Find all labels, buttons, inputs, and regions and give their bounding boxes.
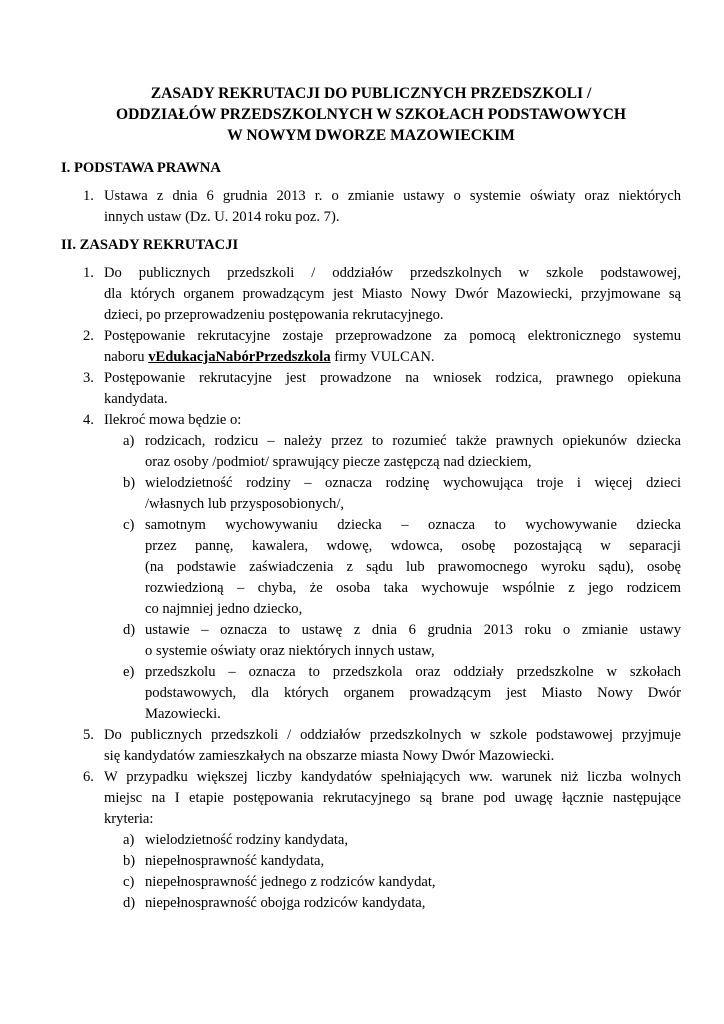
list-item: [61, 263, 681, 326]
section-heading-recruitment-rules: II. ZASADY REKRUTACJI: [61, 237, 239, 253]
criteria-sublist: [104, 830, 681, 914]
sub-item-letter: e): [123, 664, 135, 680]
sub-list-item: [61, 431, 681, 473]
item-number: 3.: [83, 370, 94, 386]
recruitment-rules-list: [61, 263, 681, 914]
sub-list-item: [61, 851, 681, 872]
sub-item-text: o systemie oświaty oraz niektórych innych ustaw,: [145, 643, 435, 659]
item-text: Ustawa z dnia 6 grudnia 2013 r. o zmianie ustawy o systemie oświaty oraz niektórych: [104, 188, 681, 204]
list-item: [61, 368, 681, 410]
sub-item-text: niepełnosprawność obojga rodziców kandydata,: [145, 895, 426, 911]
sub-list-item: [61, 515, 681, 620]
sub-item-letter: b): [123, 853, 136, 869]
item-text: kandydata.: [104, 391, 168, 407]
item-text: W przypadku większej liczby kandydatów spełniających ww. warunek niż liczba wolnych: [104, 769, 681, 785]
list-item: [61, 326, 681, 368]
item-number: 4.: [83, 412, 94, 428]
sub-item-letter: b): [123, 475, 136, 491]
document-page: [61, 83, 681, 914]
sub-item-text: /własnych lub przysposobionych/,: [145, 496, 345, 512]
document-title: [61, 83, 681, 146]
sub-item-text: wielodzietność rodziny kandydata,: [145, 832, 349, 848]
sub-list-item: [61, 662, 681, 725]
sub-item-letter: c): [123, 874, 135, 890]
item-number: 6.: [83, 769, 94, 785]
sub-item-text: przez pannę, kawalera, wdowę, wdowca, osobę pozostającą w separacji: [145, 538, 681, 554]
title-line: ODDZIAŁÓW PRZEDSZKOLNYCH W SZKOŁACH PODSTAWOWYCH: [115, 106, 627, 123]
title-line: ZASADY REKRUTACJI DO PUBLICZNYCH PRZEDSZKOLI /: [150, 85, 592, 102]
item-text: Do publicznych przedszkoli / oddziałów przedszkolnych w szkole podstawowej przyjmuje: [104, 727, 681, 743]
sub-item-text: wielodzietność rodziny – oznacza rodzinę wychowująca troje i więcej dzieci: [145, 475, 681, 491]
sub-item-letter: a): [123, 832, 135, 848]
sub-item-text: oraz osoby /podmiot/ sprawujący piecze zastępczą nad dzieckiem,: [145, 454, 532, 470]
sub-item-text: przedszkolu – oznacza to przedszkola oraz oddziały przedszkolne w szkołach: [145, 664, 681, 680]
list-item: [61, 410, 681, 725]
sub-item-text: ustawie – oznacza to ustawę z dnia 6 grudnia 2013 roku o zmianie ustawy: [145, 622, 681, 638]
sub-item-text: co najmniej jedno dziecko,: [145, 601, 303, 617]
sub-item-text: podstawowych, dla których organem prowadzącym jest Miasto Nowy Dwór: [145, 685, 681, 701]
sub-item-text: rozwiedzioną – chyba, że osoba taka wychowuje wspólnie z jego rodzicem: [145, 580, 681, 596]
sub-list-item: [61, 473, 681, 515]
sub-item-text: samotnym wychowywaniu dziecka – oznacza to wychowywanie dziecka: [145, 517, 681, 533]
item-number: 5.: [83, 727, 94, 743]
list-item: [61, 767, 681, 914]
sub-item-letter: c): [123, 517, 135, 533]
sub-list-item: [61, 893, 681, 914]
item-text: innych ustaw (Dz. U. 2014 roku poz. 7).: [104, 209, 340, 225]
list-item: [61, 186, 681, 228]
sub-list-item: [61, 872, 681, 893]
item-text: dla których organem prowadzącym jest Miasto Nowy Dwór Mazowiecki, przyjmowane są: [104, 286, 681, 302]
legal-basis-list: [61, 186, 681, 228]
item-text-pre: naboru: [104, 349, 149, 365]
sub-item-letter: a): [123, 433, 135, 449]
definitions-sublist: [104, 431, 681, 725]
sub-list-item: [61, 830, 681, 851]
item-text: Ilekroć mowa będzie o:: [104, 412, 242, 428]
item-text: dzieci, po przeprowadzeniu postępowania rekrutacyjnego.: [104, 307, 444, 323]
list-item: [61, 725, 681, 767]
item-number: 2.: [83, 328, 94, 344]
vulcan-system-link[interactable]: vEdukacjaNabórPrzedszkola: [148, 349, 331, 365]
item-number: 1.: [83, 265, 94, 281]
item-number: 1.: [83, 188, 94, 204]
sub-item-text: Mazowiecki.: [145, 706, 221, 722]
item-text: kryteria:: [104, 811, 154, 827]
sub-item-text: niepełnosprawność kandydata,: [145, 853, 325, 869]
item-text: Postępowanie rekrutacyjne zostaje przeprowadzone za pomocą elektronicznego systemu: [104, 328, 681, 344]
sub-item-text: niepełnosprawność jednego z rodziców kandydat,: [145, 874, 436, 890]
item-text: Postępowanie rekrutacyjne jest prowadzone na wniosek rodzica, prawnego opiekuna: [104, 370, 681, 386]
item-text: miejsc na I etapie postępowania rekrutacyjnego są brane pod uwagę łącznie następujące: [104, 790, 681, 806]
item-text: Do publicznych przedszkoli / oddziałów przedszkolnych w szkole podstawowej,: [104, 265, 681, 281]
sub-item-text: (na podstawie zaświadczenia z sądu lub prawomocnego wyroku sądu), osobę: [145, 559, 681, 575]
sub-list-item: [61, 620, 681, 662]
sub-item-letter: d): [123, 622, 136, 638]
item-text: się kandydatów zamieszkałych na obszarze miasta Nowy Dwór Mazowiecki.: [104, 748, 555, 764]
title-line: W NOWYM DWORZE MAZOWIECKIM: [227, 127, 515, 144]
item-text-post: firmy VULCAN.: [330, 349, 435, 365]
section-heading-legal-basis: I. PODSTAWA PRAWNA: [61, 160, 221, 176]
sub-item-letter: d): [123, 895, 136, 911]
item-text: [104, 347, 681, 368]
sub-item-text: rodzicach, rodzicu – należy przez to rozumieć także prawnych opiekunów dziecka: [145, 433, 681, 449]
